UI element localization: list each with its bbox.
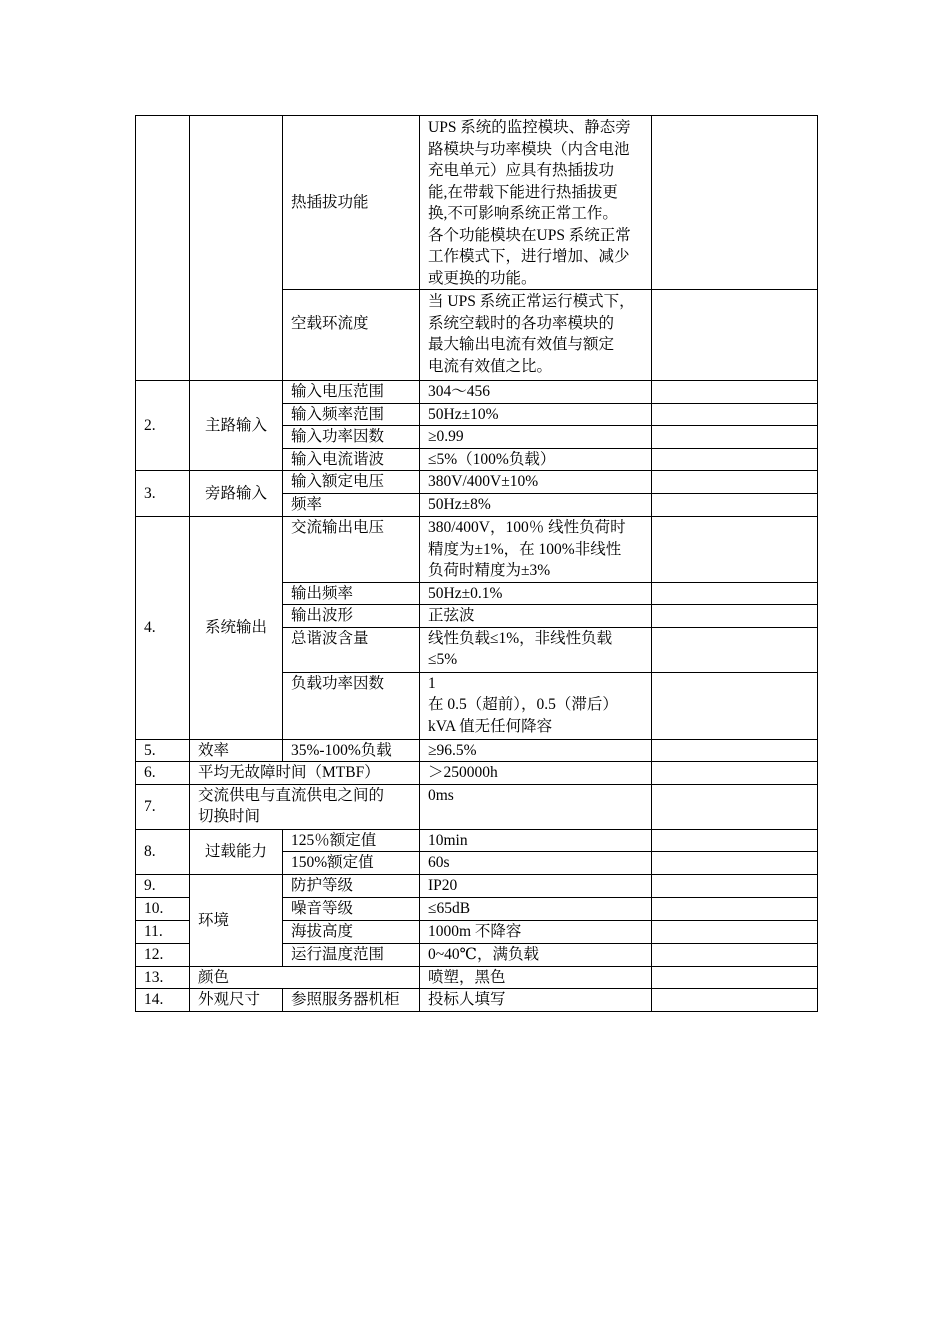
response-cell — [652, 381, 818, 404]
table-row — [136, 989, 818, 1012]
response-cell — [652, 116, 818, 290]
table-row — [136, 116, 818, 290]
row-number: 3. — [136, 471, 190, 517]
value-cell: 喷塑，黑色 — [420, 966, 652, 989]
item-cell: 输入频率范围 — [283, 403, 420, 426]
row-number: 12. — [136, 943, 190, 966]
value-cell: 50Hz±10% — [420, 403, 652, 426]
requirement-line: 充电单元）应具有热插拔功 — [428, 162, 615, 179]
response-cell — [652, 605, 818, 628]
item-cell: 防护等级 — [283, 875, 420, 898]
value-line: 1 — [428, 674, 436, 692]
value-cell: 304～456 — [420, 381, 652, 404]
response-cell — [652, 989, 818, 1012]
value-line: 380/400V，100％ 线性负荷时 — [428, 519, 626, 536]
item-cell: 输入功率因数 — [283, 426, 420, 449]
item-cell: 噪音等级 — [283, 898, 420, 921]
category-line: 交流供电与直流供电之间的 — [198, 786, 385, 804]
requirement-line: 系统空载时的各功率模块的 — [428, 314, 615, 332]
spec-table — [135, 115, 818, 1012]
value-line: 精度为±1%，在 100%非线性 — [428, 540, 622, 558]
table-row — [136, 762, 818, 785]
value-cell: ≤65dB — [420, 898, 652, 921]
category-system-output: 系统输出 — [190, 517, 283, 740]
category-overload: 过载能力 — [190, 829, 283, 875]
response-cell — [652, 920, 818, 943]
table-row — [136, 739, 818, 762]
value-cell: 50Hz±0.1% — [420, 582, 652, 605]
response-cell — [652, 672, 818, 739]
category-environment: 环境 — [190, 875, 283, 967]
value-line: 负荷时精度为±3% — [428, 562, 551, 579]
response-cell — [652, 875, 818, 898]
row-number: 14. — [136, 989, 190, 1012]
value-line: 在 0.5（超前），0.5（滞后） — [428, 696, 618, 713]
item-no-load-circulation: 空载环流度 — [283, 290, 420, 381]
item-cell: 35%-100%负载 — [283, 739, 420, 762]
table-row — [136, 471, 818, 494]
row-number: 9. — [136, 875, 190, 898]
response-cell — [652, 471, 818, 494]
response-cell — [652, 943, 818, 966]
item-cell: 输出频率 — [283, 582, 420, 605]
value-cell: 50Hz±8% — [420, 494, 652, 517]
category-color: 颜色 — [190, 966, 420, 989]
item-cell: 负载功率因数 — [283, 672, 420, 739]
value-cell: ≥0.99 — [420, 426, 652, 449]
response-cell — [652, 829, 818, 852]
value-cell — [420, 672, 652, 739]
value-line: ≤5% — [428, 651, 458, 668]
category-switch-time — [190, 784, 420, 829]
item-cell: 交流输出电压 — [283, 517, 420, 583]
requirement-line: 最大输出电流有效值与额定 — [428, 336, 615, 353]
response-cell — [652, 517, 818, 583]
item-cell: 海拔高度 — [283, 920, 420, 943]
requirement-line: UPS 系统的监控模块、静态旁 — [428, 119, 631, 136]
row-number: 11. — [136, 920, 190, 943]
value-cell: ＞250000h — [420, 762, 652, 785]
response-cell — [652, 448, 818, 471]
requirement-line: 路模块与功率模块（内含电池 — [428, 140, 630, 158]
item-cell: 参照服务器机柜 — [283, 989, 420, 1012]
requirement-line: 各个功能模块在UPS 系统正常 — [428, 226, 631, 244]
value-cell: 正弦波 — [420, 605, 652, 628]
category-bypass-input: 旁路输入 — [190, 471, 283, 517]
response-cell — [652, 494, 818, 517]
item-cell: 150%额定值 — [283, 852, 420, 875]
row-number: 7. — [136, 784, 190, 829]
table-row — [136, 875, 818, 898]
item-cell: 频率 — [283, 494, 420, 517]
row-number: 6. — [136, 762, 190, 785]
row-number: 2. — [136, 381, 190, 471]
table-row — [136, 829, 818, 852]
row-number: 8. — [136, 829, 190, 875]
value-cell: 1000m 不降容 — [420, 920, 652, 943]
item-cell: 总谐波含量 — [283, 627, 420, 672]
item-cell: 125％额定值 — [283, 829, 420, 852]
response-cell — [652, 966, 818, 989]
table-row — [136, 517, 818, 583]
value-cell: 0ms — [420, 784, 652, 829]
response-cell — [652, 784, 818, 829]
no-cell-empty — [136, 116, 190, 381]
requirement-line: 工作模式下，进行增加、减少 — [428, 248, 630, 265]
response-cell — [652, 403, 818, 426]
category-efficiency: 效率 — [190, 739, 283, 762]
value-line: 线性负载≤1%，非线性负载 — [428, 629, 613, 647]
item-cell: 输出波形 — [283, 605, 420, 628]
category-line: 切换时间 — [198, 808, 261, 825]
value-cell: 投标人填写 — [420, 989, 652, 1012]
table-row — [136, 784, 818, 829]
item-cell: 输入电压范围 — [283, 381, 420, 404]
response-cell — [652, 852, 818, 875]
item-cell: 输入额定电压 — [283, 471, 420, 494]
value-cell: 0~40℃，满负载 — [420, 943, 652, 966]
row-number: 4. — [136, 517, 190, 740]
response-cell — [652, 627, 818, 672]
requirement-line: 电流有效值之比。 — [428, 357, 553, 375]
value-cell: IP20 — [420, 875, 652, 898]
response-cell — [652, 290, 818, 381]
requirement-no-load-circulation — [420, 290, 652, 381]
requirement-line: 当 UPS 系统正常运行模式下， — [428, 293, 635, 310]
response-cell — [652, 762, 818, 785]
requirement-hot-swap — [420, 116, 652, 290]
category-cell-empty — [190, 116, 283, 381]
item-cell: 运行温度范围 — [283, 943, 420, 966]
value-cell: 60s — [420, 852, 652, 875]
response-cell — [652, 739, 818, 762]
row-number: 13. — [136, 966, 190, 989]
response-cell — [652, 898, 818, 921]
value-cell: ≥96.5% — [420, 739, 652, 762]
response-cell — [652, 582, 818, 605]
requirement-line: 换,不可影响系统正常工作。 — [428, 205, 618, 222]
response-cell — [652, 426, 818, 449]
value-cell — [420, 517, 652, 583]
row-number: 10. — [136, 898, 190, 921]
requirement-line: 或更换的功能。 — [428, 269, 537, 287]
value-cell: 380V/400V±10% — [420, 471, 652, 494]
table-row — [136, 381, 818, 404]
category-mtbf: 平均无故障时间（MTBF） — [190, 762, 420, 785]
value-cell: ≤5%（100%负载） — [420, 448, 652, 471]
requirement-line: 能,在带载下能进行热插拔更 — [428, 183, 618, 201]
table-row — [136, 966, 818, 989]
value-cell: 10min — [420, 829, 652, 852]
category-main-input: 主路输入 — [190, 381, 283, 471]
category-dimensions: 外观尺寸 — [190, 989, 283, 1012]
item-cell: 输入电流谐波 — [283, 448, 420, 471]
row-number: 5. — [136, 739, 190, 762]
item-hot-swap: 热插拔功能 — [283, 116, 420, 290]
value-cell — [420, 627, 652, 672]
value-line: kVA 值无任何降容 — [428, 717, 553, 735]
